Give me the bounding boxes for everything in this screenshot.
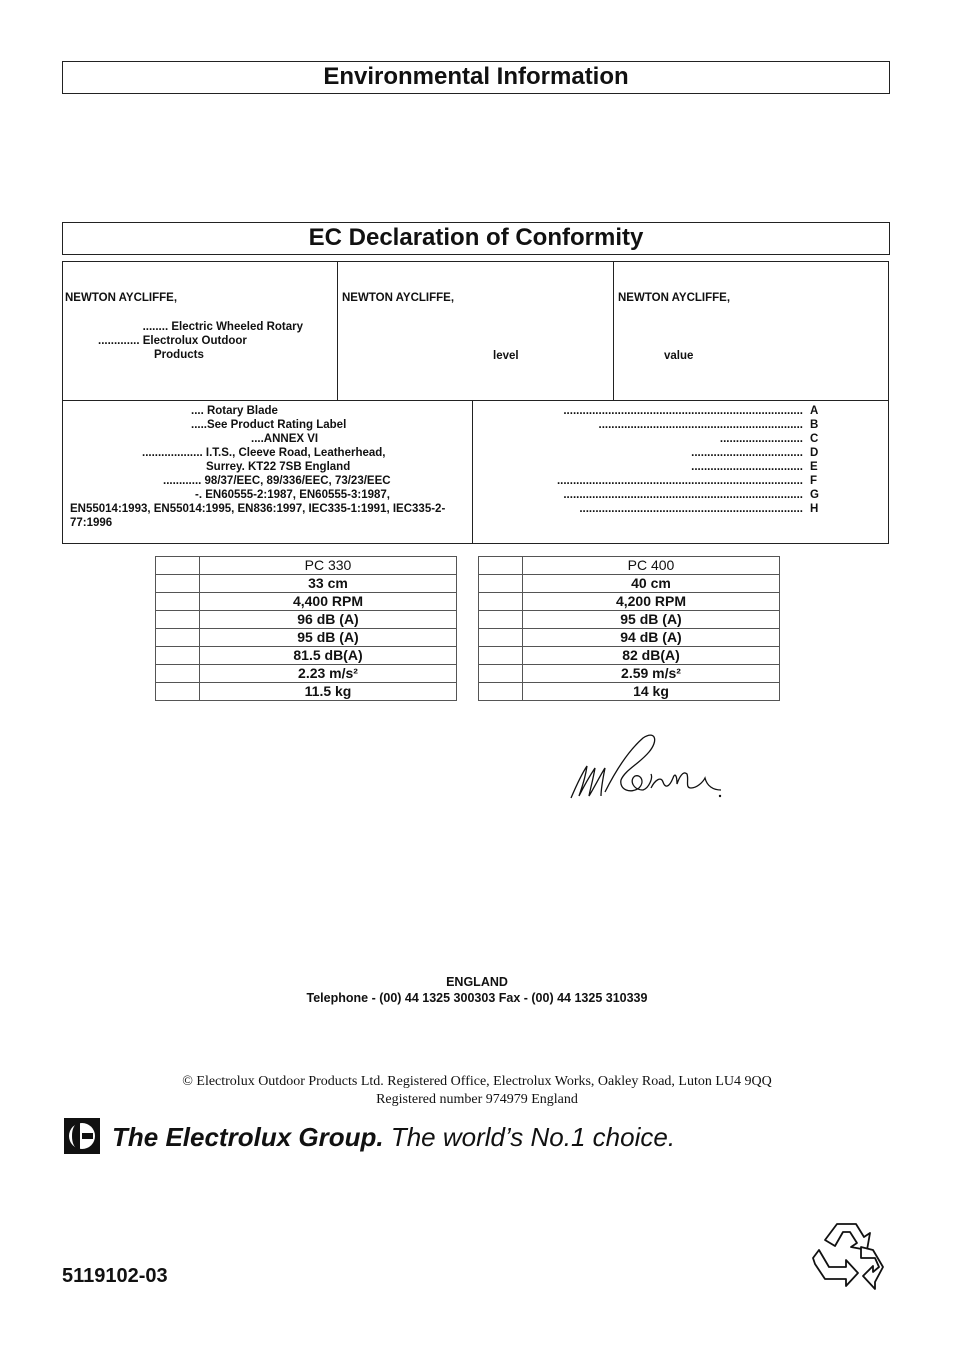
table-row — [479, 593, 780, 611]
index-dots: .......................... — [719, 433, 803, 445]
index-dots: ........................................................................... — [563, 405, 803, 417]
ec-col1-company: NEWTON AYCLIFFE, — [65, 292, 178, 304]
spec-header: PC 330 — [200, 557, 457, 575]
copyright-text: © Electrolux Outdoor Products Ltd. Registered Office, Electrolux Works, Oakley Road, Luton LU4 9QQ — [182, 1074, 772, 1089]
spec-value: 82 dB(A) — [523, 647, 780, 665]
part-number: 5119102-03 — [62, 1265, 168, 1287]
spec-value: 40 cm — [523, 575, 780, 593]
spec-value: 33 cm — [200, 575, 457, 593]
spec-value: 4,200 RPM — [523, 593, 780, 611]
table-row — [156, 647, 457, 665]
blank-cell — [156, 647, 200, 665]
ec-col1-product — [63, 320, 303, 362]
spec-value: 96 dB (A) — [200, 611, 457, 629]
electrolux-logo-mark — [64, 1118, 100, 1154]
ec-col1-line1: ........ Electric Wheeled Rotary — [142, 321, 303, 333]
blank-cell — [479, 575, 523, 593]
blank-cell — [479, 593, 523, 611]
brand-line — [112, 1120, 675, 1154]
table-row — [156, 557, 457, 575]
signature-image — [565, 732, 730, 804]
index-dots: ............................................................................. — [556, 475, 803, 487]
table-row — [479, 575, 780, 593]
spec-header: PC 400 — [523, 557, 780, 575]
ec-detail-line: -. EN60555-2:1987, EN60555-3:1987, — [195, 489, 390, 501]
blank-cell — [479, 665, 523, 683]
spec-value: 81.5 dB(A) — [200, 647, 457, 665]
ec-col2-cell — [337, 261, 614, 401]
blank-cell — [479, 647, 523, 665]
index-letter: D — [810, 447, 819, 459]
ec-col2-company: NEWTON AYCLIFFE, — [342, 292, 455, 304]
table-row — [156, 683, 457, 701]
index-letter: B — [810, 419, 819, 431]
table-row — [156, 575, 457, 593]
index-letter: C — [810, 433, 819, 445]
legal-footer — [0, 1073, 954, 1109]
ec-col1-line3: Products — [154, 349, 204, 361]
index-dots: ...................................................................... — [579, 503, 803, 515]
index-dots: ................................... — [691, 447, 803, 459]
blank-cell — [156, 593, 200, 611]
ec-index-letters — [810, 404, 819, 516]
spec-value: 94 dB (A) — [523, 629, 780, 647]
ec-col3-cell — [613, 261, 889, 401]
ec-col2-label: level — [493, 350, 519, 362]
ec-col3-company: NEWTON AYCLIFFE, — [618, 292, 731, 304]
blank-cell — [156, 665, 200, 683]
spec-value: 11.5 kg — [200, 683, 457, 701]
spec-value: 4,400 RPM — [200, 593, 457, 611]
brand-slogan: The world’s No.1 choice. — [390, 1122, 676, 1152]
blank-cell — [156, 557, 200, 575]
ec-declaration-title — [62, 222, 890, 255]
brand-group: The Electrolux Group. — [112, 1122, 384, 1152]
table-row — [156, 665, 457, 683]
blank-cell — [479, 683, 523, 701]
index-dots: ................................... — [691, 461, 803, 473]
ec-detail-line: 77:1996 — [70, 517, 113, 529]
ec-detail-line: ....ANNEX VI — [251, 433, 319, 445]
ec-index-cell — [472, 400, 889, 544]
table-row — [479, 647, 780, 665]
spec-value: 14 kg — [523, 683, 780, 701]
ec-details-cell — [62, 400, 473, 544]
blank-cell — [156, 575, 200, 593]
contact-phone: Telephone - (00) 44 1325 300303 Fax - (00) 44 1325 310339 — [306, 991, 648, 1005]
spec-value: 2.23 m/s² — [200, 665, 457, 683]
spec-table-pc330 — [155, 556, 457, 701]
contact-country: ENGLAND — [446, 975, 508, 989]
ec-details — [63, 404, 473, 530]
table-row — [479, 611, 780, 629]
contact-block — [0, 974, 954, 1006]
blank-cell — [156, 683, 200, 701]
ec-detail-line: ................... I.T.S., Cleeve Road, Leatherhead, — [142, 447, 386, 459]
table-row — [156, 593, 457, 611]
spec-value: 95 dB (A) — [523, 611, 780, 629]
spec-table-pc400 — [478, 556, 780, 701]
index-letter: H — [810, 503, 819, 515]
table-row — [479, 683, 780, 701]
blank-cell — [156, 611, 200, 629]
electrolux-logo-icon — [64, 1118, 100, 1154]
blank-cell — [479, 557, 523, 575]
ec-detail-line: EN55014:1993, EN55014:1995, EN836:1997, IEC335-1:1991, IEC335-2- — [70, 503, 446, 515]
ec-title-text: EC Declaration of Conformity — [308, 224, 644, 251]
table-row — [479, 629, 780, 647]
table-row — [479, 557, 780, 575]
ec-detail-line: ............ 98/37/EEC, 89/336/EEC, 73/23/EEC — [163, 475, 391, 487]
ec-detail-line: .....See Product Rating Label — [191, 419, 347, 431]
index-letter: A — [810, 405, 819, 417]
ec-detail-line: Surrey. KT22 7SB England — [206, 461, 351, 473]
recycle-icon — [812, 1220, 888, 1290]
ec-col1-cell — [62, 261, 338, 401]
ec-col3-label: value — [664, 350, 694, 362]
index-letter: E — [810, 461, 818, 473]
spec-value: 2.59 m/s² — [523, 665, 780, 683]
index-letter: F — [810, 475, 818, 487]
environmental-title — [62, 61, 890, 94]
ec-detail-line: .... Rotary Blade — [191, 405, 278, 417]
table-row — [479, 665, 780, 683]
environmental-title-text: Environmental Information — [323, 63, 629, 90]
blank-cell — [479, 629, 523, 647]
registered-text: Registered number 974979 England — [376, 1092, 578, 1107]
blank-cell — [156, 629, 200, 647]
index-letter: G — [810, 489, 819, 501]
table-row — [156, 629, 457, 647]
ec-col1-line2: ............. Electrolux Outdoor — [98, 335, 247, 347]
ec-index-dots — [473, 404, 803, 516]
table-row — [156, 611, 457, 629]
index-dots: ........................................................................... — [563, 489, 803, 501]
index-dots: ................................................................ — [598, 419, 803, 431]
spec-value: 95 dB (A) — [200, 629, 457, 647]
blank-cell — [479, 611, 523, 629]
